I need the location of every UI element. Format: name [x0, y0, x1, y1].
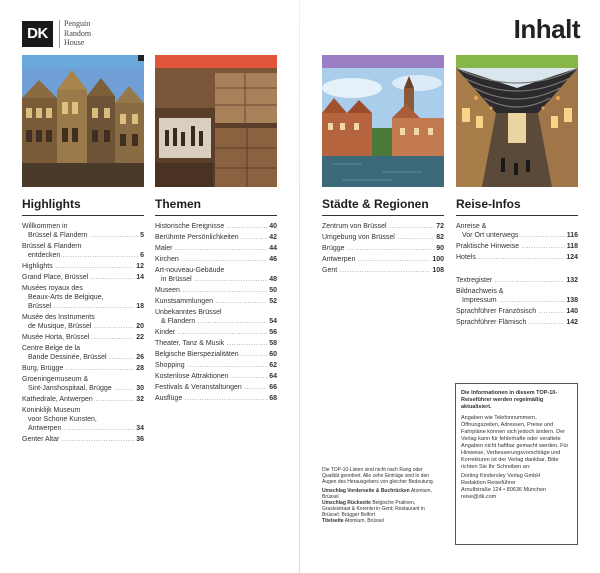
toc-entry-text: Museen .....: [155, 286, 267, 295]
credit-line: [322, 488, 440, 500]
section-title-staedte: Städte & Regionen: [322, 197, 444, 216]
toc-entry-text: Ausflüge .....: [155, 394, 267, 403]
toc-entry[interactable]: [322, 244, 444, 253]
toc-list: [155, 222, 277, 403]
dk-logo: DK: [22, 21, 53, 47]
toc-page-number: 68: [269, 395, 277, 402]
publisher-line: Random: [64, 28, 92, 38]
toc-page-number: 90: [436, 245, 444, 252]
toc-entry-text: Groeningemuseum &: [22, 376, 89, 383]
toc-entry[interactable]: [22, 222, 144, 240]
section-title-themen: Themen: [155, 197, 277, 216]
publisher-email[interactable]: reise@dk.com: [461, 494, 497, 500]
toc-entry[interactable]: [456, 287, 578, 305]
toc-page-number: 116: [566, 232, 578, 239]
color-bar: [456, 55, 578, 68]
toc-page-number: 40: [269, 223, 277, 230]
toc-page-number: 5: [140, 232, 144, 239]
toc-entry[interactable]: [322, 266, 444, 275]
toc-entry-text: Shopping .....: [155, 361, 267, 370]
toc-page-number: 46: [269, 256, 277, 263]
logo-divider: [59, 20, 60, 48]
toc-entry-text: in Brüssel .....: [155, 275, 267, 284]
credit-label: Umschlag Rückseite: [322, 500, 371, 506]
toc-page-number: 54: [269, 318, 277, 325]
toc-entry[interactable]: [322, 222, 444, 231]
credit-line: [322, 518, 440, 524]
toc-entry[interactable]: [22, 242, 144, 260]
toc-entry-text: Antwerpen .....: [322, 255, 430, 264]
toc-entry-text: Burg, Brügge .....: [22, 364, 134, 373]
toc-page-number: 6: [140, 252, 144, 259]
toc-entry[interactable]: [456, 276, 578, 285]
info-paragraph: Angaben wie Telefonnummern, Öffnungszeiten, Adressen, Preise und Fahrpläne können sich jedoch ändern. Der Verlag kann für fehlerhafte oder veraltete Angaben nicht haftbar gemacht werden. Für Hinweise, Verbesserungsvorschläge und Korrekturen ist der Verlag dankbar. Bitte richten Sie Ihr Schreiben an:: [461, 415, 569, 470]
toc-page-number: 100: [432, 256, 444, 263]
toc-entry-text: Kinder .....: [155, 328, 267, 337]
toc-entry-text: Maler .....: [155, 244, 267, 253]
toc-entry-text: Kostenlose Attraktionen .....: [155, 372, 267, 381]
update-info-box: [455, 383, 578, 545]
toc-page-number: 12: [136, 263, 144, 270]
toc-entry[interactable]: [22, 364, 144, 373]
toc-entry[interactable]: [155, 222, 277, 231]
toc-entry-text: Kathedrale, Antwerpen .....: [22, 395, 134, 404]
toc-page-number: 20: [136, 323, 144, 330]
grand-place-guildhalls-image: [22, 68, 144, 187]
toc-page-number: 62: [269, 362, 277, 369]
toc-page-number: 64: [269, 373, 277, 380]
toc-entry-text: Festivals & Veranstaltungen .....: [155, 383, 267, 392]
toc-page-number: 22: [136, 334, 144, 341]
toc-page-number: 82: [436, 234, 444, 241]
toc-entry-text: Theater, Tanz & Musik .....: [155, 339, 267, 348]
toc-list: [322, 222, 444, 275]
toc-page-number: 66: [269, 384, 277, 391]
toc-entry-text: Sprachführer Flämisch .....: [456, 318, 564, 327]
toc-entry[interactable]: [22, 395, 144, 404]
toc-page-number: 52: [269, 298, 277, 305]
toc-entry[interactable]: [155, 361, 277, 370]
toc-page-number: 34: [136, 425, 144, 432]
color-bar: [155, 55, 277, 68]
toc-entry[interactable]: [456, 242, 578, 251]
toc-page-number: 18: [136, 303, 144, 310]
credit-label: Umschlag Vorderseite & Buchrücken: [322, 488, 410, 494]
toc-entry[interactable]: [22, 313, 144, 331]
toc-entry-text: Historische Ereignisse .....: [155, 222, 267, 231]
toc-entry-text: Anreise &: [456, 223, 487, 230]
toc-entry-text: voor Schone Kunsten,: [28, 416, 97, 423]
toc-entry-text: de Musique, Brüssel .....: [22, 322, 134, 331]
toc-entry-text: Vor Ort unterwegs .....: [456, 231, 565, 240]
toc-entry[interactable]: [456, 222, 578, 240]
column-reise-infos: [456, 55, 578, 329]
credit-text: Atomium, Brüssel: [344, 518, 384, 524]
toc-entry[interactable]: [155, 244, 277, 253]
section-title-reise-infos: Reise-Infos: [456, 197, 578, 216]
column-themen: [155, 55, 277, 405]
toc-entry[interactable]: [155, 394, 277, 403]
section-title-highlights: Highlights: [22, 197, 144, 216]
toc-entry[interactable]: [155, 372, 277, 381]
toc-entry[interactable]: [155, 339, 277, 348]
toc-entry[interactable]: [22, 333, 144, 342]
toc-entry[interactable]: [155, 328, 277, 337]
toc-page-number: 60: [269, 351, 277, 358]
toc-entry-text: Berühmte Persönlichkeiten .....: [155, 233, 267, 242]
toc-page-number: 138: [566, 297, 578, 304]
toc-entry-text: Sprachführer Französisch .....: [456, 307, 564, 316]
credit-line: [322, 500, 440, 518]
top10-note: Die TOP-10-Listen sind nicht nach Rang oder Qualität geordnet. Alle zehn Einträge sind in den Augen des Herausgebers von gleicher Bedeutung.: [322, 467, 435, 485]
toc-page-number: 30: [136, 385, 144, 392]
toc-entry-text: & Flandern .....: [155, 317, 267, 326]
toc-entry[interactable]: [22, 284, 144, 311]
toc-entry-text: Koninklijk Museum: [22, 407, 81, 414]
toc-entry-text: Impressum .....: [456, 296, 564, 305]
cover-credits: [322, 467, 440, 524]
info-heading: Die Informationen in diesem TOP-10-Reiseführer werden regelmäßig aktualisiert.: [461, 390, 558, 410]
publisher-address: Arnulfstraße 124 • 80636 München: [461, 487, 547, 493]
credit-label: Titelseite: [322, 518, 344, 524]
toc-entry[interactable]: [155, 255, 277, 264]
toc-entry[interactable]: [22, 406, 144, 433]
toc-entry-text: Brüssel .....: [22, 302, 134, 311]
column-highlights: [22, 55, 144, 446]
toc-page-number: 108: [432, 267, 444, 274]
toc-entry-text: Belgische Bierspezialitäten .....: [155, 350, 267, 359]
toc-entry-text: Textregister .....: [456, 276, 564, 285]
toc-page-number: 28: [136, 365, 144, 372]
toc-entry-text: Bande Dessinée, Brüssel .....: [22, 353, 134, 362]
toc-entry[interactable]: [22, 344, 144, 362]
bruges-canal-image: [322, 68, 444, 187]
toc-list: [22, 222, 144, 444]
toc-entry-text: Centre Belge de la: [22, 345, 80, 352]
toc-page-number: 32: [136, 396, 144, 403]
credit-text: Atomium, Brüssel: [322, 488, 432, 500]
toc-entry[interactable]: [155, 350, 277, 359]
toc-entry[interactable]: [22, 273, 144, 282]
toc-page-number: 50: [269, 287, 277, 294]
toc-entry[interactable]: [456, 253, 578, 262]
toc-entry[interactable]: [322, 233, 444, 242]
toc-page-number: 14: [136, 274, 144, 281]
toc-page-number: 56: [269, 329, 277, 336]
toc-page-number: 142: [566, 319, 578, 326]
toc-page-number: 132: [566, 277, 578, 284]
toc-entry-text: Art-nouveau-Gebäude: [155, 267, 225, 274]
page-title: Inhalt: [513, 14, 580, 44]
toc-page-number: 44: [269, 245, 277, 252]
book-spine: [299, 0, 300, 573]
toc-entry-text: Musée Horta, Brüssel .....: [22, 333, 134, 342]
toc-entry[interactable]: [155, 383, 277, 392]
publisher-line: House: [64, 38, 85, 47]
toc-entry[interactable]: [22, 435, 144, 444]
toc-entry-text: entdecken .....: [22, 251, 138, 260]
toc-page-number: 36: [136, 436, 144, 443]
toc-page-number: 72: [436, 223, 444, 230]
toc-entry[interactable]: [155, 297, 277, 306]
toc-entry-text: Antwerpen .....: [22, 424, 134, 433]
toc-entry[interactable]: [322, 255, 444, 264]
publisher-line: Penguin: [64, 19, 91, 28]
toc-page-number: 118: [566, 243, 578, 250]
toc-entry-text: Musées royaux des: [22, 285, 83, 292]
toc-entry-text: Brügge .....: [322, 244, 434, 253]
toc-entry-text: Praktische Hinweise .....: [456, 242, 565, 251]
toc-entry[interactable]: [155, 308, 277, 326]
toc-entry-text: Gent .....: [322, 266, 430, 275]
toc-page-number: 124: [566, 254, 578, 261]
toc-page-number: 58: [269, 340, 277, 347]
toc-entry-text: Willkommen in: [22, 223, 68, 230]
toc-entry[interactable]: [22, 375, 144, 393]
toc-entry-text: Genter Altar .....: [22, 435, 134, 444]
toc-entry-text: Hotels .....: [456, 253, 564, 262]
color-bar: [22, 55, 144, 68]
toc-list: [456, 222, 578, 327]
toc-entry[interactable]: [155, 266, 277, 284]
toc-page-number: 48: [269, 276, 277, 283]
corner-tab: [138, 55, 144, 61]
toc-entry-text: Brüssel & Flandern: [22, 243, 82, 250]
toc-entry-text: Kunstsammlungen .....: [155, 297, 267, 306]
toc-entry[interactable]: [22, 262, 144, 271]
credit-text: Belgische Pralinen, Grasleistraat & Korenlei in Gent; Restaurant in Brüssel; Brügger Belfort: [322, 500, 425, 518]
column-staedte-regionen: [322, 55, 444, 277]
toc-entry-text: Zentrum von Brüssel .....: [322, 222, 434, 231]
toc-entry-text: Unbekanntes Brüssel: [155, 309, 222, 316]
publisher-name: Dorling Kindersley Verlag GmbH: [461, 473, 541, 479]
antique-shop-interior-image: [155, 68, 277, 187]
toc-page-number: 26: [136, 354, 144, 361]
toc-entry-text: Beaux-Arts de Belgique,: [28, 294, 104, 301]
toc-entry[interactable]: [155, 286, 277, 295]
toc-page-number: 140: [566, 308, 578, 315]
toc-entry[interactable]: [456, 307, 578, 316]
toc-entry-text: Umgebung von Brüssel .....: [322, 233, 434, 242]
toc-entry-text: Musée des Instruments: [22, 314, 95, 321]
toc-page-number: 42: [269, 234, 277, 241]
galeries-royales-image: [456, 68, 578, 187]
publisher-logo: [64, 19, 91, 48]
color-bar: [322, 55, 444, 68]
toc-entry[interactable]: [456, 318, 578, 327]
toc-entry-text: Sint-Janshospitaal, Brügge .....: [22, 384, 134, 393]
toc-entry-text: Bildnachweis &: [456, 288, 504, 295]
toc-entry-text: Kirchen .....: [155, 255, 267, 264]
publisher-dept: Redaktion Reiseführer: [461, 480, 516, 486]
toc-entry-text: Grand Place, Brüssel .....: [22, 273, 134, 282]
toc-entry-text: Brüssel & Flandern .....: [22, 231, 138, 240]
toc-entry-text: Highlights .....: [22, 262, 134, 271]
toc-entry[interactable]: [155, 233, 277, 242]
